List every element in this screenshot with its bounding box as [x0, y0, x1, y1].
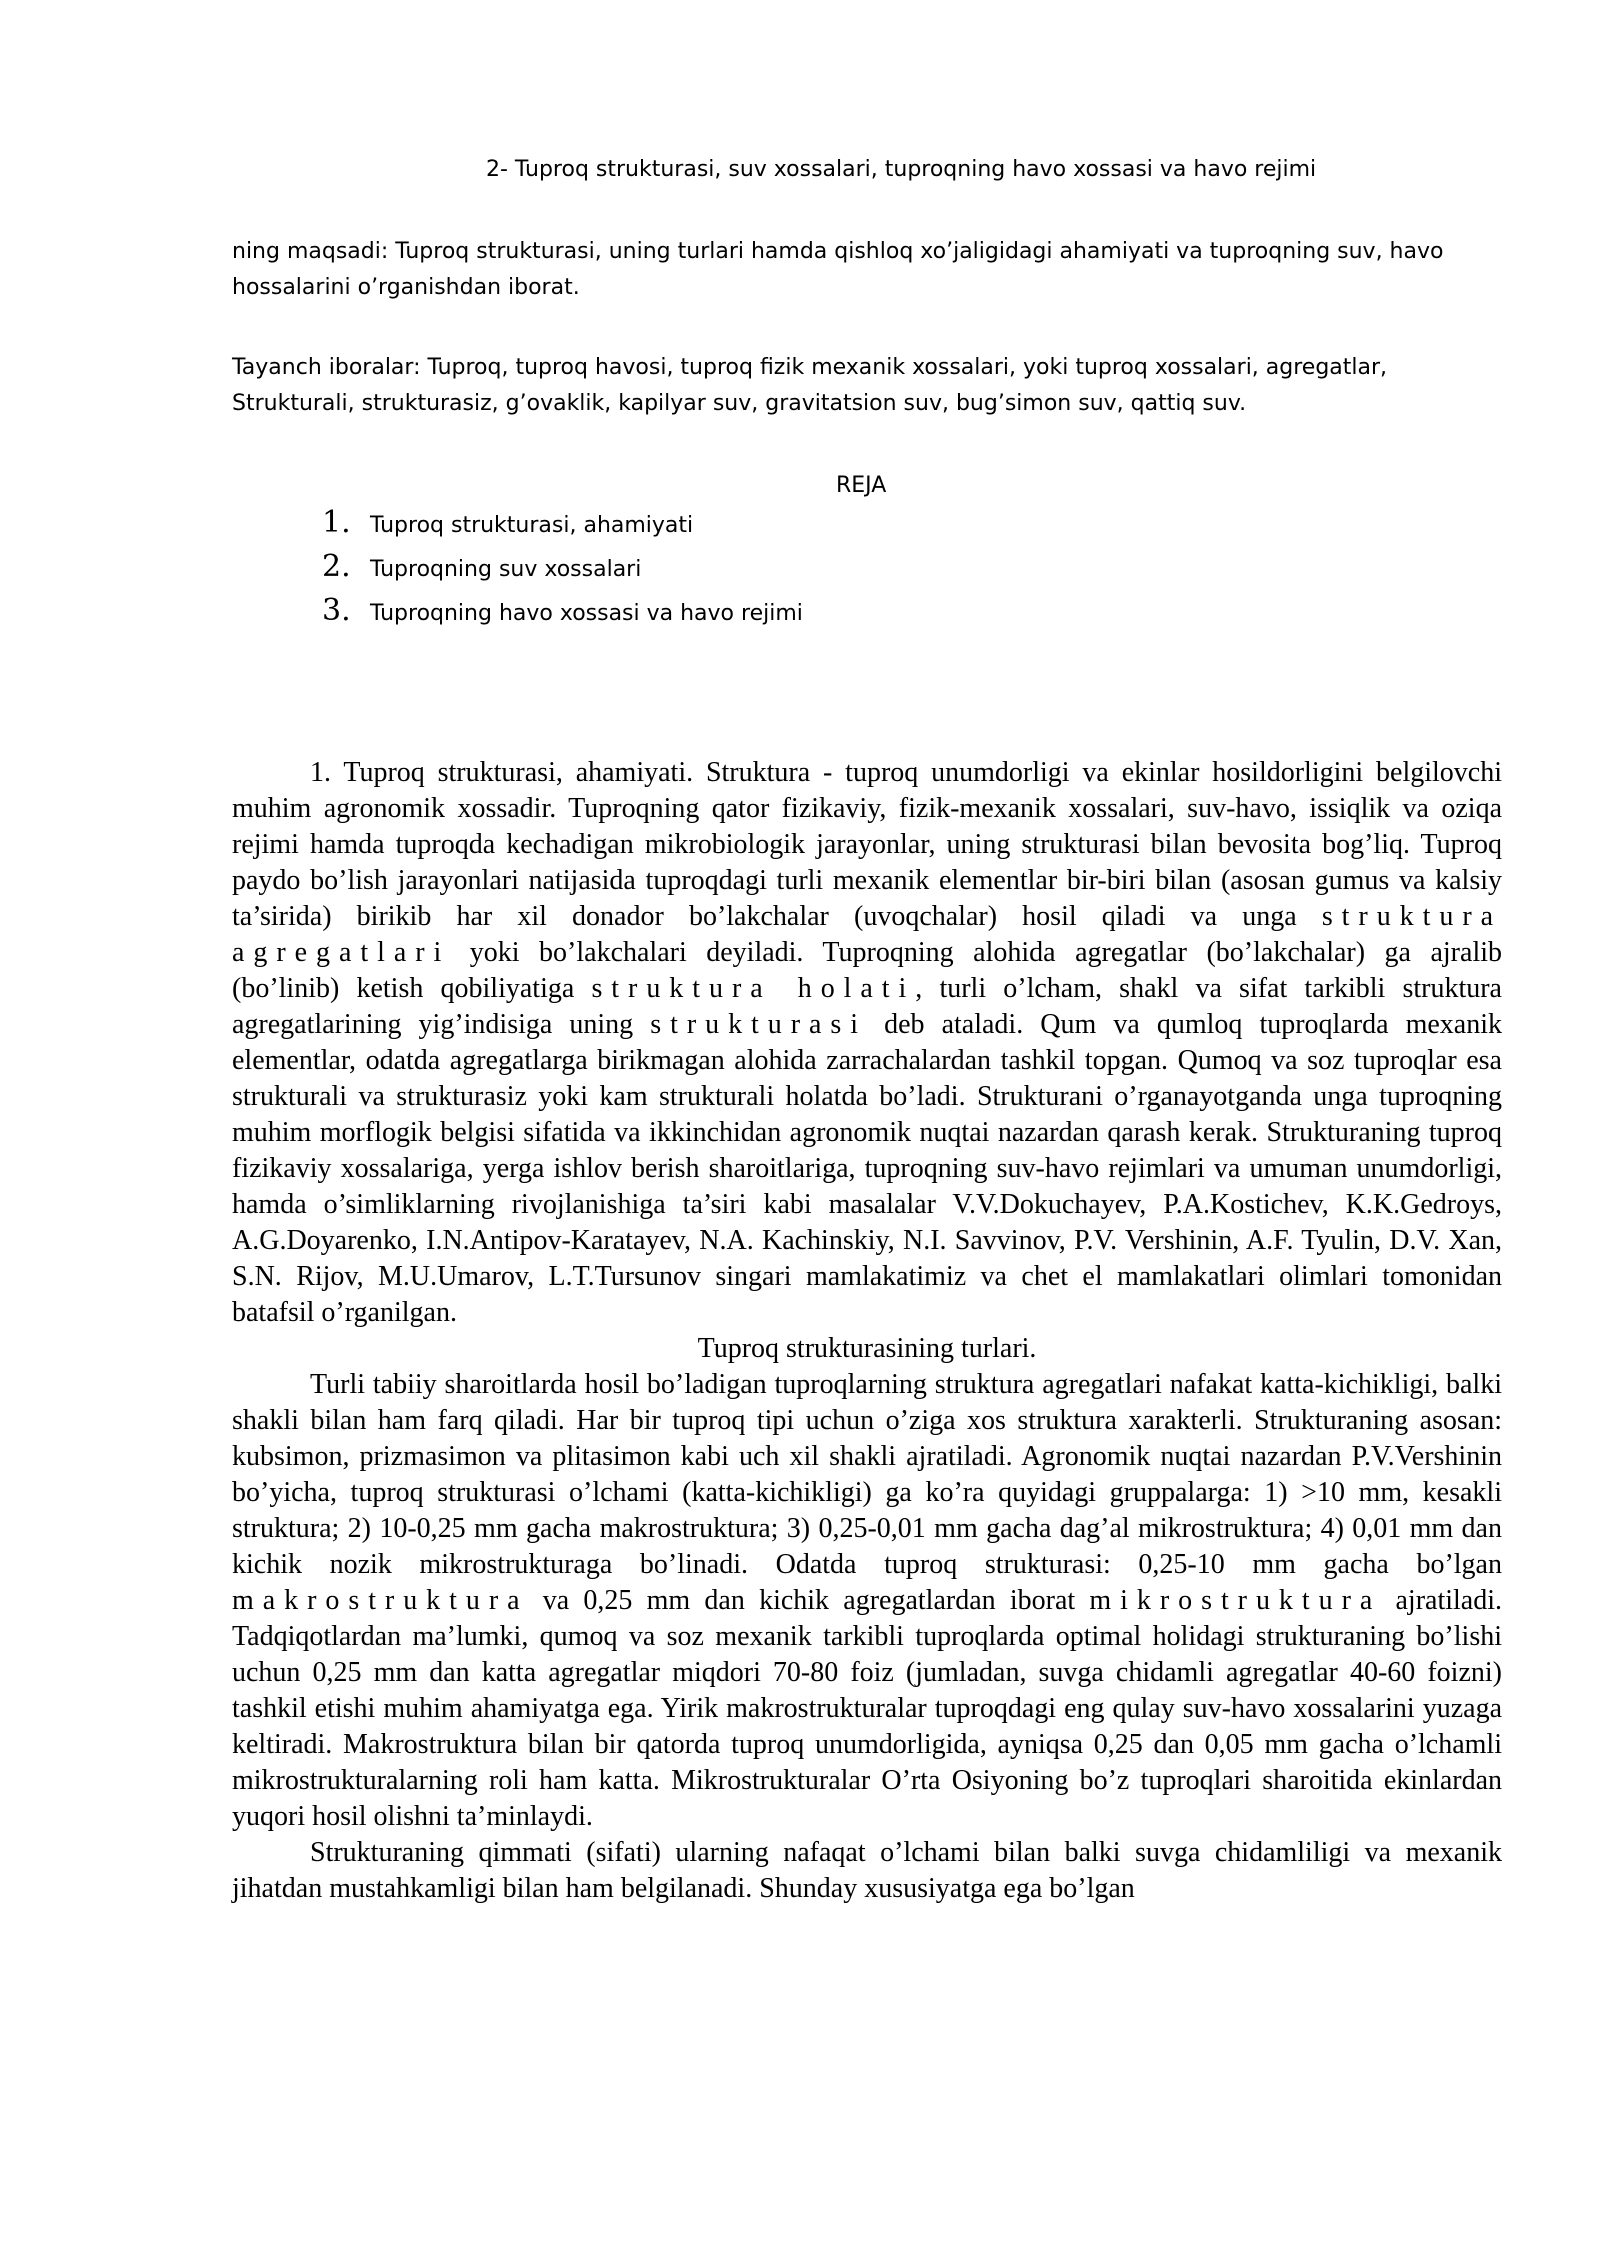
plan-list	[322, 505, 803, 637]
text-run: , turli o’lcham, shakl va sifat tarkibli struktura agregatlarining yig’indisiga uning	[232, 973, 1502, 1040]
keywords-paragraph: Tayanch iboralar: Tuproq, tuproq havosi, tuproq fizik mexanik xossalari, yoki tuproq xossalari, agregatlar, Strukturali, strukturasiz, g’ovaklik, kapilyar suv, gravitatsion suv, bug’simon suv, qattiq suv.	[232, 355, 1388, 416]
spaced-term: makrostruktura	[232, 1585, 529, 1616]
plan-item-label: Tuproqning havo xossasi va havo rejimi	[370, 601, 803, 626]
plan-item-number: 3.	[322, 593, 351, 628]
plan-item	[322, 549, 803, 593]
plan-item-label: Tuproqning suv xossalari	[370, 557, 642, 582]
plan-item-number: 1.	[322, 505, 351, 540]
spaced-term: mikrostruktura	[1089, 1585, 1382, 1616]
text-run: ajratiladi. Tadqiqotlardan ma’lumki, qumoq va soz mexanik tarkibli tuproqlarda optimal holidagi strukturaning bo’lishi uchun 0,25 mm dan katta agregatlar miqdori 70-80 foiz (jumladan, suvga chidamli agregatlar 40-60 foizni) tashkil etishi muhim ahamiyatga ega. Yirik makrostrukturalar tuproqdagi eng qulay suv-havo xossalarini yuzaga keltiradi. Makrostruktura bilan bir qatorda tuproq unumdorligida, ayniqsa 0,25 dan 0,05 mm gacha o’lchamli mikrostrukturalarning roli ham katta. Mikrostrukturalar O’rta Osiyoning bo’z tuproqlari sharoitida ekinlardan yuqori hosil olishni ta’minlaydi.	[232, 1585, 1502, 1832]
text-run: va 0,25 mm dan kichik agregatlardan iborat	[528, 1585, 1090, 1616]
plan-item-number: 2.	[322, 549, 351, 584]
plan-item-label: Tuproq strukturasi, ahamiyati	[370, 513, 694, 538]
spaced-term: strukturasi	[650, 1009, 868, 1040]
text-run: deb ataladi. Qum va qumloq tuproqlarda mexanik elementlar, odatda agregatlarga birikmagan alohida zarrachalardan tashkil topgan. Qumoq va soz tuproqlar esa strukturali va strukturasiz yoki kam strukturali holatda bo’ladi. Strukturani o’rganayotganda unga tuproqning muhim morflogik belgisi sifatida va ikkinchidan agronomik nuqtai nazardan qarash kerak. Strukturaning tuproq fizikaviy xossalariga, yerga ishlov berish sharoitlariga, tuproqning suv-havo rejimlari va umuman unumdorligi, hamda o’simliklarning rivojlanishiga ta’siri kabi masalalar V.V.Dokuchayev, P.A.Kostichev, K.K.Gedroys, A.G.Doyarenko, I.N.Antipov-Karatayev, N.A. Kachinskiy, N.I. Savvinov, P.V. Vershinin, A.F. Tyulin, D.V. Xan, S.N. Rijov, M.U.Umarov, L.T.Tursunov singari mamlakatimiz va chet el mamlakatlari olimlari tomonidan batafsil o’rganilgan.	[232, 1009, 1502, 1328]
spaced-term: struktura agregatlari	[232, 901, 1502, 968]
purpose-paragraph: ning maqsadi: Tuproq strukturasi, uning turlari hamda qishloq xo’jaligidagi ahamiyati va tuproqning suv, havo hossalarini o’rganishdan iborat.	[232, 239, 1444, 300]
section-subheading: Tuproq strukturasining turlari.	[697, 1333, 1037, 1364]
plan-item	[322, 593, 803, 637]
text-run: yoki bo’lakchalari deyiladi. Tuproqning alohida agregatlar (bo’lakchalar) ga ajralib (bo’linib) ketish qobiliyatiga	[232, 937, 1502, 1004]
body-paragraph	[232, 755, 1502, 1331]
text-run: Turli tabiiy sharoitlarda hosil bo’ladigan tuproqlarning struktura agregatlari nafakat katta-kichikligi, balki shakli bilan ham farq qiladi. Har bir tuproq tipi uchun o’ziga xos struktura xarakterli. Strukturaning asosan: kubsimon, prizmasimon va plitasimon kabi uch xil shakli ajratiladi. Agronomik nuqtai nazardan P.V.Vershinin bo’yicha, tuproq strukturasi o’lchami (katta-kichikligi) ga ko’ra quyidagi gruppalarga: 1) >10 mm, kesakli struktura; 2) 10-0,25 mm gacha makrostruktura; 3) 0,25-0,01 mm gacha dag’al mikrostruktura; 4) 0,01 mm dan kichik nozik mikrostrukturaga bo’linadi. Odatda tuproq strukturasi: 0,25-10 mm gacha bo’lgan	[232, 1369, 1502, 1580]
plan-heading: REJA	[836, 473, 887, 498]
body-paragraph	[232, 1367, 1502, 1835]
document-title: 2- Tuproq strukturasi, suv xossalari, tuproqning havo xossasi va havo rejimi	[486, 157, 1317, 182]
text-run: 1. Tuproq strukturasi, ahamiyati. Struktura - tuproq unumdorligi va ekinlar hosildorligini belgilovchi muhim agronomik xossadir. Tuproqning qator fizikaviy, fizik-mexanik xossalari, suv-havo, issiqlik va oziqa rejimi hamda tuproqda kechadigan mikrobiologik jarayonlar, uning strukturasi bilan bevosita bog’liq. Tuproq paydo bo’lish jarayonlari natijasida tuproqdagi turli mexanik elementlar bir-biri bilan (asosan gumus va kalsiy ta’sirida) birikib har xil donador bo’lakchalar (uvoqchalar) hosil qiladi va unga	[232, 757, 1502, 932]
spaced-term: struktura holati	[591, 973, 916, 1004]
plan-item	[322, 505, 803, 549]
body-paragraph: Strukturaning qimmati (sifati) ularning nafaqat o’lchami bilan balki suvga chidamliligi va mexanik jihatdan mustahkamligi bilan ham belgilanadi. Shunday xususiyatga ega bo’lgan	[232, 1837, 1502, 1904]
body-text	[232, 755, 1502, 1907]
